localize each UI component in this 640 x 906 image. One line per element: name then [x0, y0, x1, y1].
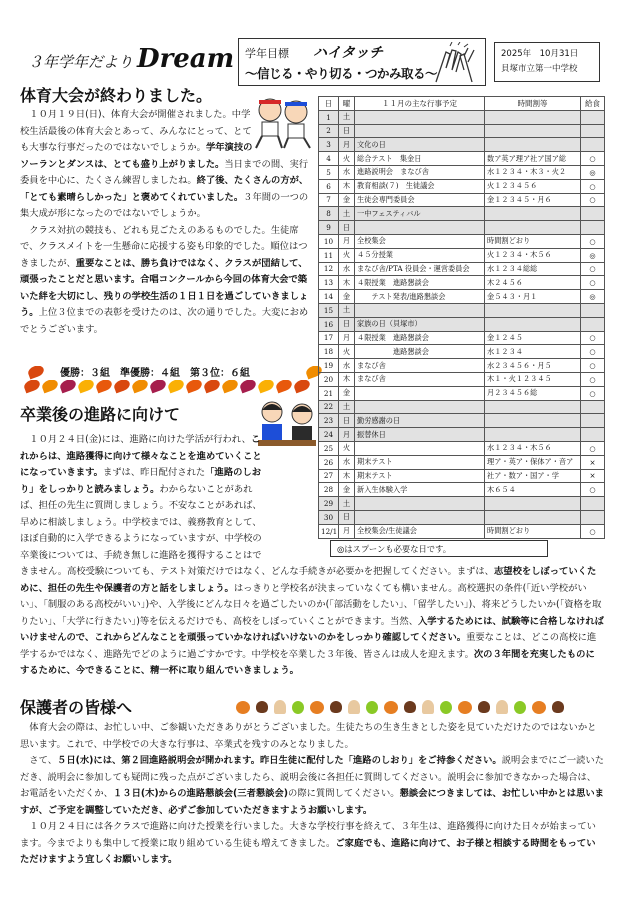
leaf-icon: [203, 380, 222, 393]
grape-icon: [440, 701, 452, 714]
persimmon-icon: [310, 701, 324, 714]
calendar-row: [319, 455, 605, 469]
calendar-row: [319, 138, 605, 152]
cell-timetable: [485, 138, 581, 152]
cell-day: 22: [319, 400, 339, 414]
leaf-icon: [131, 380, 150, 393]
career-j: 次の３年間を充実したものにするために、今できることに、精一杯に取り組んでいきましょう。: [20, 648, 595, 676]
cell-day: 29: [319, 497, 339, 511]
cell-timetable: 木２４５６: [485, 276, 581, 290]
calendar-row: [319, 414, 605, 428]
career-i: 重要なことは、どこの高校に進学するかではなく、進路先でどのように過ごすかです。中学校を卒業した３年後、皆さんは成人を迎えます。: [20, 632, 597, 660]
calendar-row: [319, 124, 605, 138]
career-e: わからないことがあれば、担任の先生に質問しましょう。不安なことがあれば、早めに相談しましょう。中学校までは、義務教育として、ほぼ自動的に入学できるようになっていますが、中学校の卒業後については、手続き無しに進路を獲得することはできません。高校受験についても、テスト対策だけではなく、どんな手続きが必要かを把握してください。まずは、: [20, 483, 494, 577]
cell-event: ４限授業 進路懇談会: [355, 331, 485, 345]
persimmon-icon: [458, 701, 472, 714]
cell-timetable: [485, 497, 581, 511]
parents-d: 説明会までにご一読いただき、説明会に参加しても疑問に残った点がございましたら、説明会後に各担任に質問してください。説明会に参加できなかった場合は、お電話をいただくか、: [20, 755, 604, 799]
november-calendar: [318, 96, 605, 539]
cell-event: まなび舎: [355, 372, 485, 386]
leaf-icon: [113, 380, 132, 393]
cell-timetable: 社ア・数ア・国ア・学: [485, 469, 581, 483]
cell-day: 27: [319, 469, 339, 483]
cell-weekday: 水: [339, 455, 355, 469]
cell-timetable: [485, 221, 581, 235]
calendar-row: [319, 372, 605, 386]
cell-day: 14: [319, 290, 339, 304]
calendar-row: [319, 331, 605, 345]
cell-timetable: 時間割どおり: [485, 234, 581, 248]
persimmon-icon: [532, 701, 546, 714]
career-f: 志望校をしぼっていくために、担任の先生や保護者の方と話をしましょう。: [20, 566, 597, 594]
cell-event: ４限授業 進路懇談会: [355, 276, 485, 290]
goal-title: ハイタッチ: [313, 45, 383, 61]
cell-event: 新入生体験入学: [355, 483, 485, 497]
career-g: はっきりと学校名が決まっていなくても構いません。高校選択の条件(「近い学校がいい」、「制服のある高校がいい」)や、入学後にどんな日々を過ごしたいのか(「部活動をしたい」、「留学したい」)、将来どうしたいか(「資格を取りたい」、「大学に行きたい」)等を伝えるだけでも、高校をしぼっていくことができます。当然、: [20, 582, 602, 627]
cell-lunch: ○: [581, 262, 605, 276]
sports-p1d: 終了後、たくさんの方が、「とても素晴らしかった」と褒めてくれていました。: [20, 175, 309, 203]
cell-timetable: [485, 400, 581, 414]
goal-label: 学年目標: [245, 47, 289, 60]
cell-timetable: 火１２３４５６: [485, 179, 581, 193]
cell-event: [355, 124, 485, 138]
cell-weekday: 土: [339, 110, 355, 124]
cell-lunch: ○: [581, 193, 605, 207]
cell-weekday: 木: [339, 179, 355, 193]
cell-weekday: 木: [339, 469, 355, 483]
leaf-icon: [95, 380, 114, 393]
cell-event: テスト発表/進路懇談会: [355, 290, 485, 304]
cell-day: 28: [319, 483, 339, 497]
chestnut-icon: [404, 701, 416, 713]
cell-timetable: [485, 428, 581, 442]
leaf-icon: [28, 366, 45, 379]
cell-lunch: [581, 110, 605, 124]
career-b: これからは、進路獲得に向けて様々なことを進めていくことになっていきます。: [20, 434, 262, 478]
cell-weekday: 火: [339, 441, 355, 455]
cell-timetable: [485, 510, 581, 524]
award-third: 第３位：６組: [190, 368, 250, 379]
cell-lunch: ○: [581, 524, 605, 538]
leaf-icon: [239, 380, 258, 393]
cell-day: 17: [319, 331, 339, 345]
career-c: まずは、昨日配付された: [102, 467, 206, 478]
autumn-leaves-divider: [28, 366, 328, 380]
sports-p1a: １０月１９日(日)、体育大会が開催されました。中学校生活最後の体育大会とあって、みんなにとって、とても大事な行事だったのではないでしょうか。: [20, 109, 252, 153]
cell-timetable: 火１２３４・木５６: [485, 248, 581, 262]
cell-event: 総合テスト 集金日: [355, 152, 485, 166]
cell-day: 20: [319, 372, 339, 386]
cell-day: 10: [319, 234, 339, 248]
cell-timetable: [485, 110, 581, 124]
parents-i: ご家庭でも、進路に向けて、お子様と相談する時間をもっていただけますよう宜しくお願いします。: [20, 837, 596, 865]
cell-lunch: ○: [581, 152, 605, 166]
cell-lunch: ◎: [581, 248, 605, 262]
cell-timetable: 金５４３・月１: [485, 290, 581, 304]
cell-day: 21: [319, 386, 339, 400]
cell-weekday: 土: [339, 400, 355, 414]
cell-weekday: 土: [339, 497, 355, 511]
parents-b: さて、: [20, 755, 58, 766]
calendar-row: [319, 303, 605, 317]
cell-lunch: [581, 400, 605, 414]
school-name: 貝塚市立第一中学校: [501, 64, 578, 74]
cell-day: 11: [319, 248, 339, 262]
grape-icon: [366, 701, 378, 714]
col-lunch: 給食: [581, 97, 605, 111]
info-box: [494, 42, 600, 82]
calendar-row: [319, 207, 605, 221]
calendar-row: [319, 469, 605, 483]
cell-lunch: [581, 138, 605, 152]
cell-day: 12/1: [319, 524, 339, 538]
leaf-icon: [185, 380, 204, 393]
section-career-heading: 卒業後の進路に向けて: [20, 405, 181, 424]
cell-weekday: 金: [339, 193, 355, 207]
cell-event: まなび舎: [355, 359, 485, 373]
chestnut-icon: [330, 701, 342, 713]
cell-weekday: 日: [339, 317, 355, 331]
cell-timetable: 水２３４５６・月５: [485, 359, 581, 373]
calendar-row: [319, 290, 605, 304]
cell-lunch: ○: [581, 441, 605, 455]
grape-icon: [514, 701, 526, 714]
award-second: 準優勝：４組: [120, 368, 180, 379]
cell-lunch: [581, 428, 605, 442]
cell-lunch: ○: [581, 179, 605, 193]
sports-p1b: 学年演技のソーランとダンスは、とても盛り上がりました。: [20, 142, 253, 170]
cell-day: 8: [319, 207, 339, 221]
leaf-icon: [77, 380, 96, 393]
cell-event: [355, 110, 485, 124]
calendar-row: [319, 165, 605, 179]
leaf-icon: [167, 380, 186, 393]
cell-weekday: 月: [339, 331, 355, 345]
cell-event: 勤労感謝の日: [355, 414, 485, 428]
cell-event: ４５分授業: [355, 248, 485, 262]
leaf-icon: [293, 380, 312, 393]
cell-event: [355, 510, 485, 524]
cell-day: 7: [319, 193, 339, 207]
cell-weekday: 土: [339, 207, 355, 221]
cell-lunch: [581, 510, 605, 524]
leaf-icon: [24, 380, 41, 393]
cell-day: 6: [319, 179, 339, 193]
cell-weekday: 日: [339, 414, 355, 428]
cell-timetable: 理ア・英ア・保体ア・音ア: [485, 455, 581, 469]
calendar-row: [319, 234, 605, 248]
cell-lunch: ○: [581, 276, 605, 290]
col-weekday: 曜: [339, 97, 355, 111]
parents-c: ５日(水)には、第２回進路説明会が開かれます。昨日生徒に配付した「進路のしおり」をご持参ください。: [57, 755, 502, 766]
calendar-row: [319, 510, 605, 524]
cell-timetable: 金１２３４５・月６: [485, 193, 581, 207]
calendar-row: [319, 193, 605, 207]
cell-timetable: 数ア英ア理ア社ア国ア総: [485, 152, 581, 166]
calendar-header-row: [319, 97, 605, 111]
cell-lunch: ○: [581, 386, 605, 400]
leaf-icon: [149, 380, 168, 393]
calendar-row: [319, 345, 605, 359]
autumn-leaves-row: [24, 380, 320, 394]
cell-event: 教育相談(７) 生徒議会: [355, 179, 485, 193]
cell-event: [355, 303, 485, 317]
sports-p2a: クラス対抗の競技も、どれも見ごたえのあるものでした。生徒席で、クラスメイトを一生懸命に応援する姿も印象的でした。順位はつきましたが、: [20, 224, 308, 269]
cell-lunch: ◎: [581, 290, 605, 304]
cell-timetable: 水１２３４総総: [485, 262, 581, 276]
calendar-row: [319, 317, 605, 331]
goal-subtitle: ～信じる・やり切る・つかみ取る～: [245, 66, 438, 81]
cell-weekday: 木: [339, 372, 355, 386]
col-day: 日: [319, 97, 339, 111]
calendar-row: [319, 359, 605, 373]
cell-event: 進路説明会 まなび舎: [355, 165, 485, 179]
career-a: １０月２４日(金)には、進路に向けた学活が行われ、: [20, 434, 251, 445]
section-parents-text: [20, 720, 604, 898]
calendar-row: [319, 428, 605, 442]
section-sports-text: [20, 107, 316, 361]
calendar-row: [319, 276, 605, 290]
cell-event: 一中フェスティバル: [355, 207, 485, 221]
cell-weekday: 水: [339, 262, 355, 276]
cell-lunch: ○: [581, 234, 605, 248]
cell-day: 5: [319, 165, 339, 179]
cell-event: [355, 221, 485, 235]
career-d: 「進路のしおり」をしっかりと読みましょう。: [20, 467, 262, 495]
cell-lunch: ◎: [581, 165, 605, 179]
leaf-icon: [275, 380, 294, 393]
parents-f: の際に質問してください。: [288, 788, 400, 799]
cell-weekday: 金: [339, 386, 355, 400]
col-event: １１月の主な行事予定: [355, 97, 485, 111]
cell-weekday: 土: [339, 303, 355, 317]
chestnut-icon: [552, 701, 564, 713]
cell-event: 文化の日: [355, 138, 485, 152]
parents-e: １３日(木)からの進路懇談会(三者懇談会): [112, 788, 289, 799]
calendar-row: [319, 110, 605, 124]
cell-timetable: 時間割どおり: [485, 524, 581, 538]
calendar-row: [319, 386, 605, 400]
cell-weekday: 日: [339, 510, 355, 524]
cell-weekday: 金: [339, 483, 355, 497]
cell-event: 期末テスト: [355, 455, 485, 469]
cell-lunch: ×: [581, 455, 605, 469]
cell-day: 25: [319, 441, 339, 455]
mushroom-icon: [348, 700, 360, 714]
cell-weekday: 火: [339, 345, 355, 359]
cell-timetable: 木６５４: [485, 483, 581, 497]
mushroom-icon: [496, 700, 508, 714]
calendar-row: [319, 400, 605, 414]
cell-weekday: 日: [339, 221, 355, 235]
grape-icon: [292, 701, 304, 714]
leaf-icon: [59, 380, 78, 393]
cell-timetable: 水１２３４・木５６: [485, 441, 581, 455]
calendar-row: [319, 262, 605, 276]
sports-p2c: 上位３位までの表彰を受けたのは、次の通りでした。大変におめでとうございます。: [20, 307, 309, 335]
issue-date: 2025年 10月31日: [501, 49, 579, 59]
cell-lunch: ○: [581, 345, 605, 359]
calendar-row: [319, 221, 605, 235]
section-parents-heading: 保護者の皆様へ: [20, 698, 133, 717]
cell-day: 12: [319, 262, 339, 276]
cell-weekday: 火: [339, 248, 355, 262]
parents-h: １０月２４日には各クラスで進路に向けた授業を行いました。大きな学校行事を終えて、３年生は、進路獲得に向けた日々が始まっています。今までよりも集中して授業に取り組めている生徒も増えてきました。: [20, 821, 596, 849]
cell-timetable: [485, 207, 581, 221]
cell-event: [355, 386, 485, 400]
award-first: 優勝：３組: [60, 368, 110, 379]
cell-lunch: [581, 207, 605, 221]
cell-timetable: [485, 317, 581, 331]
cell-weekday: 月: [339, 524, 355, 538]
cell-lunch: [581, 497, 605, 511]
title-dream: Dream: [137, 44, 235, 74]
cell-weekday: 月: [339, 138, 355, 152]
cell-lunch: ○: [581, 331, 605, 345]
cell-lunch: ○: [581, 483, 605, 497]
leaf-icon: [41, 380, 60, 393]
cell-event: 全校集会: [355, 234, 485, 248]
cell-timetable: 月２３４５６総: [485, 386, 581, 400]
calendar-row: [319, 483, 605, 497]
cell-timetable: [485, 124, 581, 138]
calendar-row: [319, 179, 605, 193]
cell-day: 9: [319, 221, 339, 235]
cell-day: 18: [319, 345, 339, 359]
cell-weekday: 水: [339, 359, 355, 373]
cell-weekday: 月: [339, 234, 355, 248]
calendar-row: [319, 248, 605, 262]
cell-lunch: ○: [581, 359, 605, 373]
persimmon-icon: [236, 701, 250, 714]
cell-event: [355, 497, 485, 511]
cell-day: 3: [319, 138, 339, 152]
leaf-icon: [257, 380, 276, 393]
cell-timetable: 水１２３４: [485, 345, 581, 359]
cell-day: 30: [319, 510, 339, 524]
calendar-row: [319, 524, 605, 538]
cell-lunch: [581, 303, 605, 317]
parents-g: 懇談会につきましては、お忙しい中かとは思いますが、ご予定を調整していただき、必ずご参加していただきますようお願いします。: [20, 788, 604, 816]
cell-timetable: 木１・火１２３４５: [485, 372, 581, 386]
cell-weekday: 日: [339, 124, 355, 138]
leaf-icon: [221, 380, 240, 393]
cell-lunch: [581, 317, 605, 331]
calendar-body: [319, 110, 605, 538]
chestnut-icon: [256, 701, 268, 713]
cell-timetable: [485, 414, 581, 428]
cell-event: 生徒会専門委員会: [355, 193, 485, 207]
mushroom-icon: [274, 700, 286, 714]
cell-event: 家族の日（貝塚市）: [355, 317, 485, 331]
persimmon-icon: [384, 701, 398, 714]
autumn-fruits-divider: [236, 700, 616, 716]
cell-event: [355, 441, 485, 455]
cell-lunch: ×: [581, 469, 605, 483]
cell-day: 15: [319, 303, 339, 317]
cell-day: 19: [319, 359, 339, 373]
cell-event: 進路懇談会: [355, 345, 485, 359]
parents-a: 体育大会の際は、お忙しい中、ご参観いただきありがとうございました。生徒たちの生き生きとした姿を見ていただけたのではないかと思います。これで、中学校での大きな行事は、卒業式を残すのみとなりました。: [20, 722, 597, 750]
cell-timetable: 水１２３４・木３・火２: [485, 165, 581, 179]
cell-weekday: 木: [339, 276, 355, 290]
cell-day: 4: [319, 152, 339, 166]
cell-event: まなび舎/PTA 役員会・運営委員会: [355, 262, 485, 276]
chestnut-icon: [478, 701, 490, 713]
cell-event: 期末テスト: [355, 469, 485, 483]
cell-day: 24: [319, 428, 339, 442]
cell-day: 23: [319, 414, 339, 428]
cell-weekday: 金: [339, 290, 355, 304]
cell-event: 振替休日: [355, 428, 485, 442]
cell-event: 全校集会/生徒議会: [355, 524, 485, 538]
high-five-icon: [428, 42, 480, 86]
section-sports-heading: 体育大会が終わりました。: [20, 86, 213, 105]
career-h: 入学するためには、試験等に合格しなければいけませんので、これからどんなことを頑張っていかなければいけないのかをしっかり確認してください。: [20, 615, 604, 643]
title-prefix: ３年学年だより: [28, 53, 134, 71]
sports-p1e: ３年間の一つの集大成が形になったのではないでしょうか。: [20, 191, 309, 219]
cell-lunch: [581, 221, 605, 235]
calendar-row: [319, 152, 605, 166]
sports-p2b: 重要なことは、勝ち負けではなく、クラスが団結して、頑張ったことだと思います。合唱コンクールから今回の体育大会で築いた絆を大切にし、残りの学校生活の１日１日を過ごしていきましょう。: [20, 257, 309, 318]
calendar-note: ◎はスプーンも必要な日です。: [330, 540, 548, 557]
cell-lunch: ○: [581, 372, 605, 386]
cell-weekday: 火: [339, 152, 355, 166]
col-timetable: 時間割等: [485, 97, 581, 111]
newsletter-title: [28, 44, 234, 74]
cell-weekday: 月: [339, 428, 355, 442]
calendar-row: [319, 497, 605, 511]
cell-lunch: [581, 124, 605, 138]
mushroom-icon: [422, 700, 434, 714]
cell-day: 13: [319, 276, 339, 290]
cell-day: 1: [319, 110, 339, 124]
cell-event: [355, 400, 485, 414]
cell-timetable: 金１２４５: [485, 331, 581, 345]
cell-timetable: [485, 303, 581, 317]
cell-weekday: 水: [339, 165, 355, 179]
cell-day: 2: [319, 124, 339, 138]
calendar-row: [319, 441, 605, 455]
cell-day: 26: [319, 455, 339, 469]
cell-lunch: [581, 414, 605, 428]
sports-p1c: 当日までの間、実行委員を中心に、たくさん練習しましたね。: [20, 158, 309, 186]
cell-day: 16: [319, 317, 339, 331]
